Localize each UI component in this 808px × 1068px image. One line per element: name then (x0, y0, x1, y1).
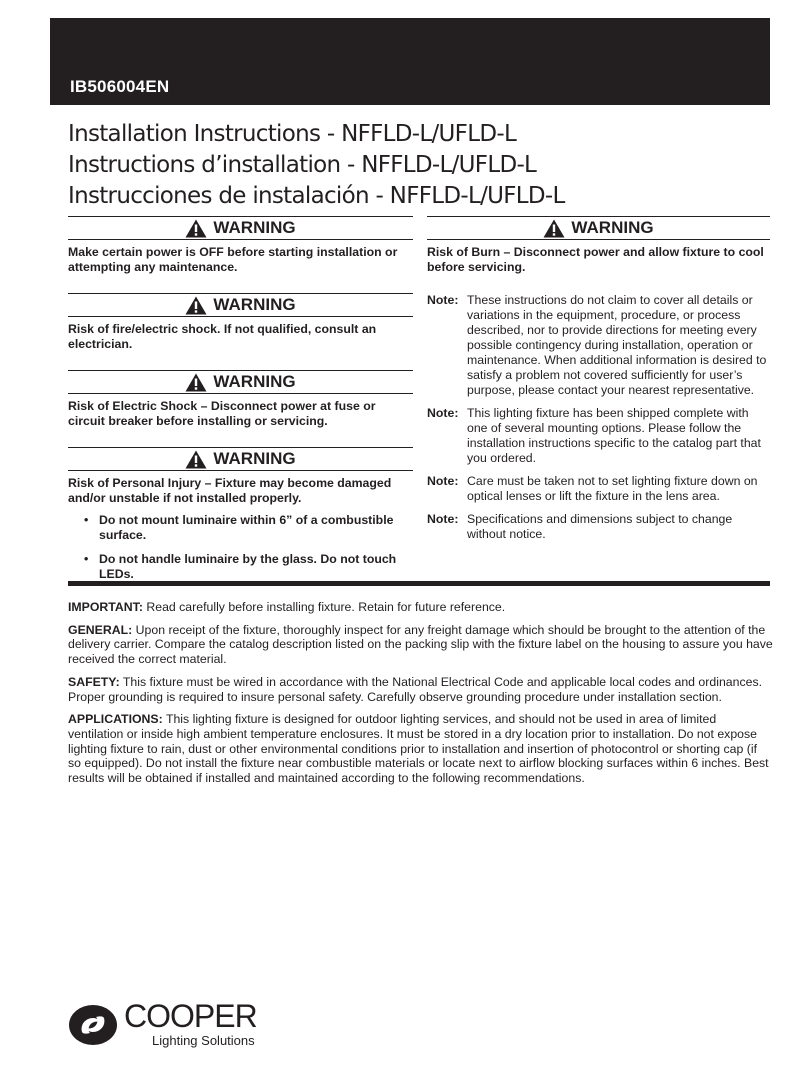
paragraph-text: This lighting fixture is designed for outdoor lighting services, and should not be used in area of limited ventilation or inside high ambient temperature enclosures. It must be stored in a dry location prior to installation. Do not expose lighting fixture to rain, dust or other environmental conditions prior to installation and insertion of photocontrol or shorting cap (if so equipped). Do not install the fixture near combustible materials or locate next to airflow blocking surfaces within 6 inches. Best results will be obtained if installed and maintained according to the following recommendations. (68, 712, 769, 786)
warning-header (68, 370, 413, 394)
paragraph-important (68, 600, 773, 615)
paragraph-label: APPLICATIONS: (68, 712, 163, 727)
warning-icon (185, 219, 207, 238)
note-item (427, 512, 770, 542)
bullet-text: Do not handle luminaire by the glass. Do not touch LEDs. (99, 552, 397, 581)
warning-text: Risk of Burn – Disconnect power and allow fixture to cool before servicing. (427, 245, 764, 274)
paragraph-label: SAFETY: (68, 674, 120, 689)
notes-list (427, 293, 770, 542)
right-column (427, 216, 770, 550)
paragraph-safety (68, 675, 773, 704)
warning-block (427, 216, 770, 275)
company-logo (68, 1000, 288, 1052)
warning-text: Make certain power is OFF before starting installation or attempting any maintenance. (68, 245, 398, 274)
title-spanish: Instrucciones de instalación - NFFLD-L/UFLD-L (68, 183, 565, 209)
note-text: Care must be taken not to set lighting fixture down on optical lenses or lift the fixture in the lens area. (467, 474, 758, 503)
note-label: Note: (427, 406, 459, 420)
paragraph-text: Upon receipt of the fixture, thoroughly inspect for any freight damage which should be brought to the attention of the delivery carrier. Compare the catalog description listed on the packing slip with the fixture label on the housing to assure you have received the correct material. (68, 622, 773, 667)
note-text: This lighting fixture has been shipped complete with one of several mounting options. Please follow the installation instructions specific to the catalog part that you ordered. (467, 406, 761, 465)
note-label: Note: (427, 293, 459, 307)
warning-block (68, 447, 413, 582)
paragraph-label: GENERAL: (68, 622, 133, 637)
warning-block (68, 370, 413, 429)
warning-header (68, 293, 413, 317)
title-english: Installation Instructions - NFFLD-L/UFLD-L (68, 121, 517, 147)
warning-label: WARNING (213, 218, 296, 237)
title-block (68, 119, 768, 212)
logo-wordmark: COOPER (124, 998, 257, 1034)
bullet-text: Do not mount luminaire within 6” of a combustible surface. (99, 513, 394, 542)
note-item (427, 293, 770, 398)
note-text: Specifications and dimensions subject to change without notice. (467, 512, 733, 541)
note-label: Note: (427, 474, 459, 488)
warning-icon (185, 373, 207, 392)
cooper-logo-icon (68, 1004, 118, 1046)
note-item (427, 474, 770, 504)
warning-block (68, 216, 413, 275)
warning-block (68, 293, 413, 352)
warning-icon (543, 219, 565, 238)
note-label: Note: (427, 512, 459, 526)
warning-text: Risk of Personal Injury – Fixture may become damaged and/or unstable if not installed properly. (68, 476, 392, 505)
note-text: These instructions do not claim to cover all details or variations in the equipment, procedure, or process described, nor to provide directions for meeting every possible contingency during installation, operation or maintenance. When additional information is desired to satisfy a problem not covered sufficiently for user’s purpose, please contact your nearest representative. (467, 293, 767, 397)
document-code: IB506004EN (70, 77, 170, 96)
warning-header (68, 216, 413, 240)
warning-text: Risk of fire/electric shock. If not qualified, consult an electrician. (68, 322, 377, 351)
paragraph-applications (68, 712, 773, 786)
bullet-icon: • (84, 552, 89, 566)
logo-tagline: Lighting Solutions (152, 1033, 255, 1048)
warning-header (68, 447, 413, 471)
bullet-item (84, 513, 413, 543)
body-text (68, 600, 773, 794)
left-column (68, 216, 413, 591)
note-item (427, 406, 770, 466)
section-divider (68, 581, 770, 586)
paragraph-text: Read carefully before installing fixture. Retain for future reference. (146, 600, 506, 614)
paragraph-general (68, 623, 773, 667)
warning-header (427, 216, 770, 240)
bullet-item (84, 552, 413, 582)
warning-label: WARNING (213, 449, 296, 468)
warning-bullet-list (68, 513, 413, 582)
warning-label: WARNING (213, 372, 296, 391)
warning-text: Risk of Electric Shock – Disconnect power at fuse or circuit breaker before installing or servicing. (68, 399, 376, 428)
warning-icon (185, 450, 207, 469)
warning-icon (185, 296, 207, 315)
title-french: Instructions d’installation - NFFLD-L/UFLD-L (68, 152, 537, 178)
bullet-icon: • (84, 513, 89, 527)
paragraph-text: This fixture must be wired in accordance with the National Electrical Code and applicable local codes and ordinances. Proper grounding is required to insure personal safety. Carefully observe grounding procedure under installation section. (68, 674, 763, 704)
warning-label: WARNING (571, 218, 654, 237)
header-bar (50, 18, 770, 105)
paragraph-label: IMPORTANT: (68, 600, 143, 614)
warning-label: WARNING (213, 295, 296, 314)
